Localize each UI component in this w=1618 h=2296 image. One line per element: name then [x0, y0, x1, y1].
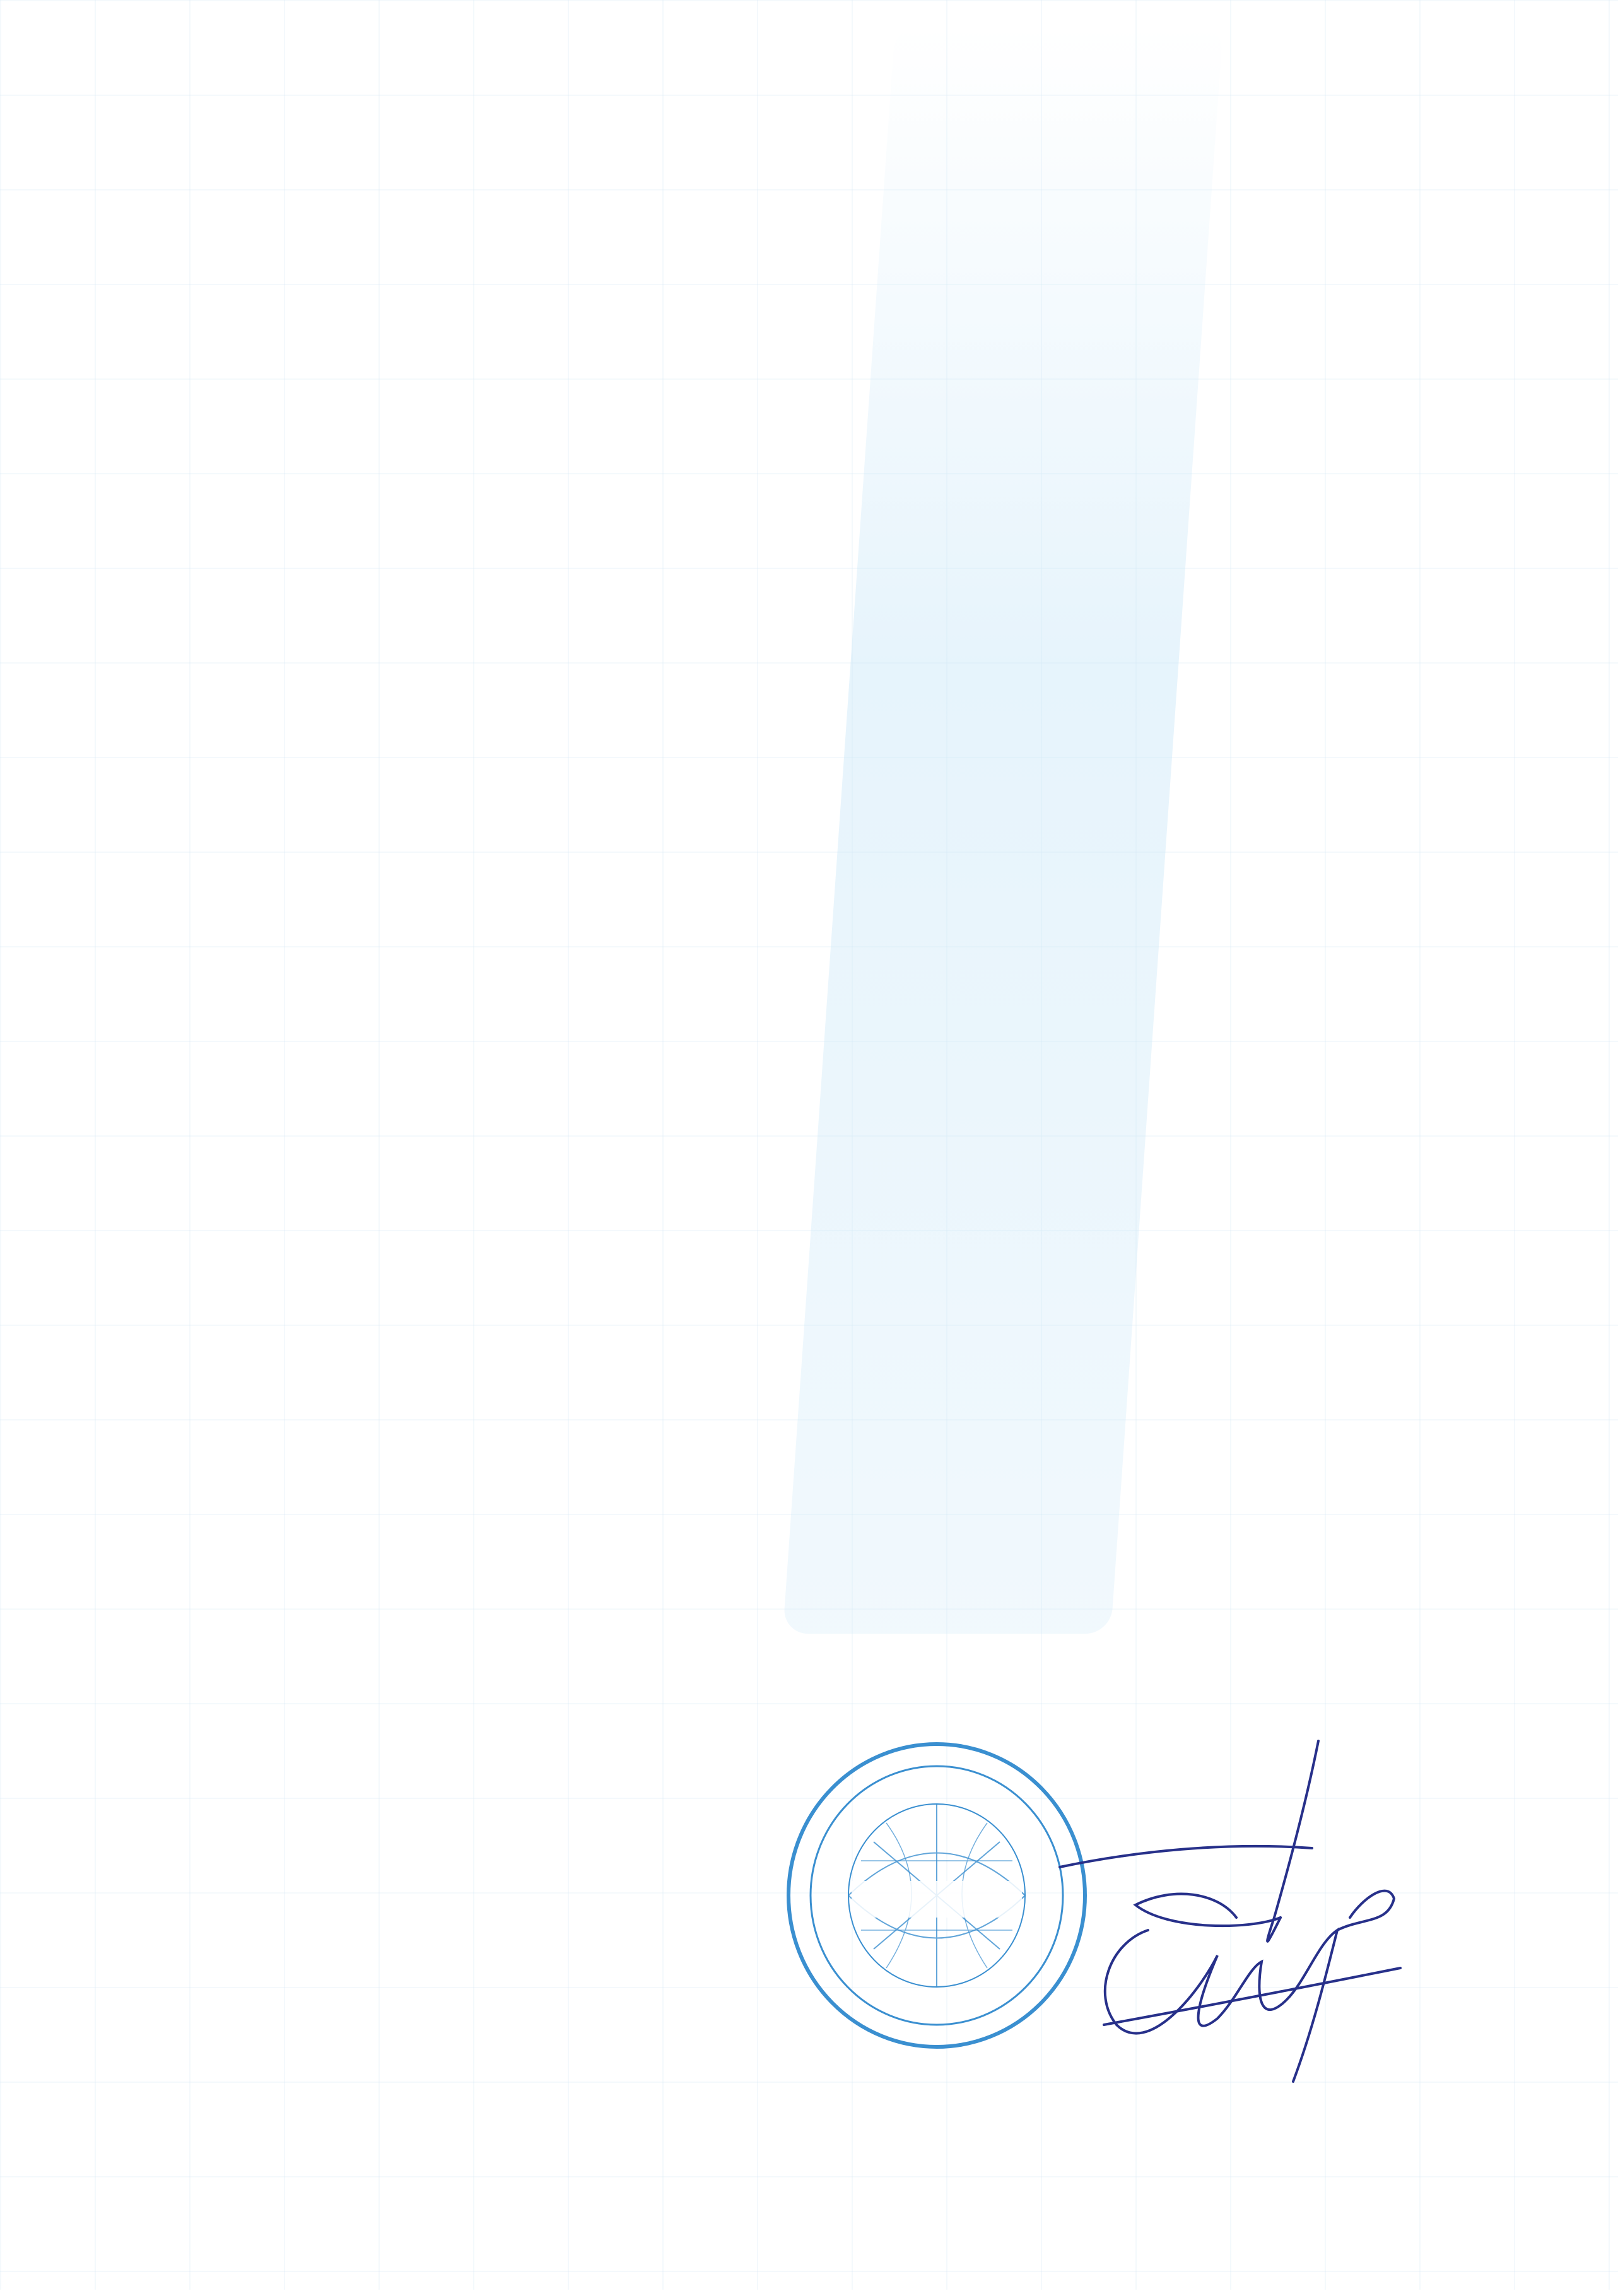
- ornament-bottom-icon: [38, 2132, 246, 2296]
- qr-code-icon[interactable]: [388, 1832, 539, 1984]
- vseosvita-logo-icon: [382, 123, 508, 249]
- ornament-top-icon: [38, 13, 246, 517]
- handwritten-signature-icon: [1009, 1728, 1501, 2119]
